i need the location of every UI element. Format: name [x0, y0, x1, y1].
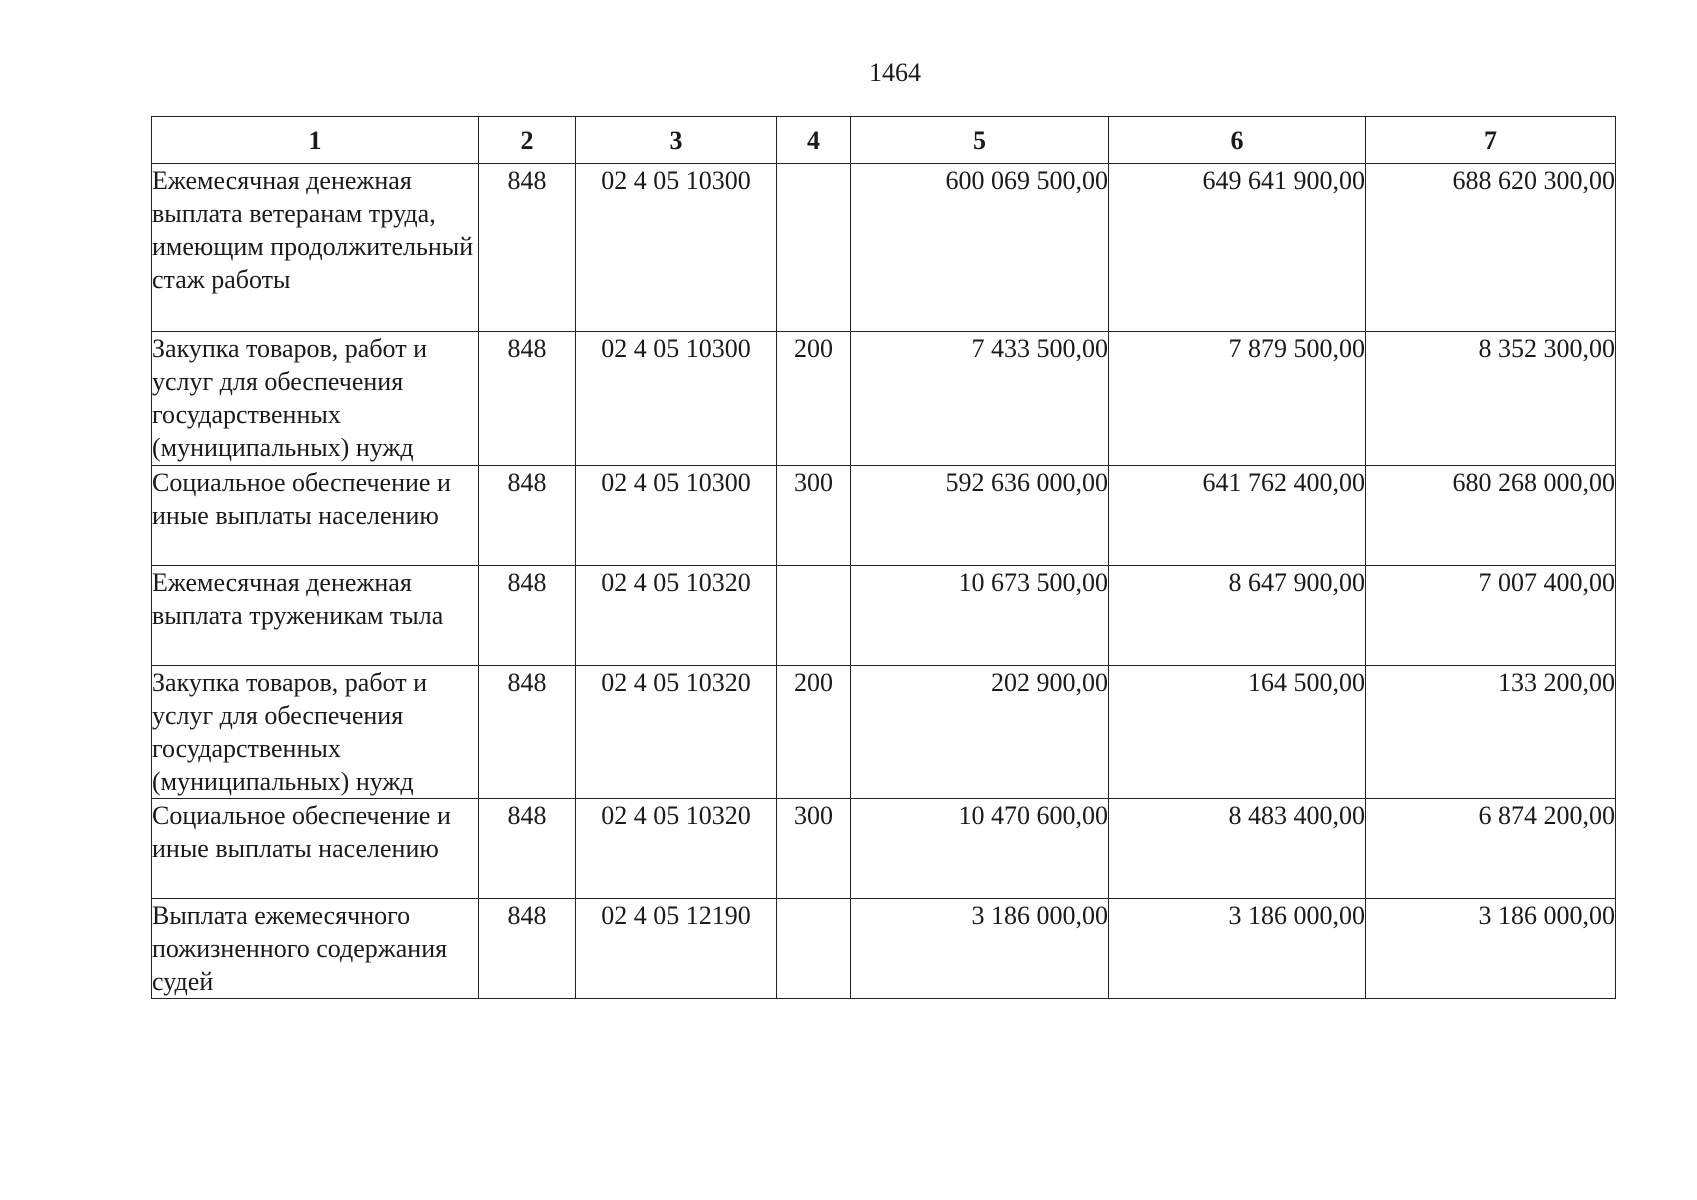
- expense-type-code: [777, 899, 851, 999]
- page-number: 1464: [869, 58, 921, 87]
- target-article-code: 02 4 05 10300: [576, 164, 777, 332]
- ministry-code: 848: [479, 164, 576, 332]
- amount-col-7: 8 352 300,00: [1366, 332, 1616, 466]
- target-article-code: 02 4 05 10320: [576, 566, 777, 666]
- row-name: Выплата ежемесячного пожизненного содержания судей: [152, 899, 479, 999]
- table-header-row: [152, 117, 1616, 164]
- amount-col-5: 592 636 000,00: [851, 466, 1109, 566]
- amount-col-6: 641 762 400,00: [1109, 466, 1366, 566]
- row-name: Закупка товаров, работ и услуг для обеспечения государственных (муниципальных) нужд: [152, 666, 479, 799]
- table-row: [152, 566, 1616, 666]
- table-row: [152, 332, 1616, 466]
- amount-col-6: 649 641 900,00: [1109, 164, 1366, 332]
- amount-col-7: 680 268 000,00: [1366, 466, 1616, 566]
- amount-col-6: 164 500,00: [1109, 666, 1366, 799]
- column-header: 2: [479, 117, 576, 164]
- expense-type-code: 200: [777, 332, 851, 466]
- row-name: Социальное обеспечение и иные выплаты населению: [152, 799, 479, 899]
- ministry-code: 848: [479, 332, 576, 466]
- target-article-code: 02 4 05 10320: [576, 799, 777, 899]
- column-header: 6: [1109, 117, 1366, 164]
- column-header: 5: [851, 117, 1109, 164]
- row-name: Ежемесячная денежная выплата труженикам тыла: [152, 566, 479, 666]
- table-row: [152, 799, 1616, 899]
- column-header: 7: [1366, 117, 1616, 164]
- row-name: Закупка товаров, работ и услуг для обеспечения государственных (муниципальных) нужд: [152, 332, 479, 466]
- amount-col-5: 600 069 500,00: [851, 164, 1109, 332]
- target-article-code: 02 4 05 10300: [576, 332, 777, 466]
- amount-col-7: 7 007 400,00: [1366, 566, 1616, 666]
- ministry-code: 848: [479, 799, 576, 899]
- ministry-code: 848: [479, 899, 576, 999]
- target-article-code: 02 4 05 12190: [576, 899, 777, 999]
- amount-col-5: 10 470 600,00: [851, 799, 1109, 899]
- expense-type-code: 200: [777, 666, 851, 799]
- row-name: Социальное обеспечение и иные выплаты населению: [152, 466, 479, 566]
- target-article-code: 02 4 05 10300: [576, 466, 777, 566]
- amount-col-5: 7 433 500,00: [851, 332, 1109, 466]
- table-row: [152, 899, 1616, 999]
- amount-col-5: 10 673 500,00: [851, 566, 1109, 666]
- table-row: [152, 164, 1616, 332]
- ministry-code: 848: [479, 466, 576, 566]
- amount-col-7: 6 874 200,00: [1366, 799, 1616, 899]
- expense-type-code: 300: [777, 466, 851, 566]
- amount-col-5: 202 900,00: [851, 666, 1109, 799]
- expense-type-code: 300: [777, 799, 851, 899]
- ministry-code: 848: [479, 566, 576, 666]
- expense-type-code: [777, 164, 851, 332]
- amount-col-6: 3 186 000,00: [1109, 899, 1366, 999]
- expense-type-code: [777, 566, 851, 666]
- budget-table: [151, 116, 1616, 999]
- row-name: Ежемесячная денежная выплата ветеранам труда, имеющим продолжительный стаж работы: [152, 164, 479, 332]
- column-header: 3: [576, 117, 777, 164]
- target-article-code: 02 4 05 10320: [576, 666, 777, 799]
- ministry-code: 848: [479, 666, 576, 799]
- table-row: [152, 466, 1616, 566]
- amount-col-6: 7 879 500,00: [1109, 332, 1366, 466]
- amount-col-7: 3 186 000,00: [1366, 899, 1616, 999]
- amount-col-5: 3 186 000,00: [851, 899, 1109, 999]
- amount-col-7: 133 200,00: [1366, 666, 1616, 799]
- amount-col-7: 688 620 300,00: [1366, 164, 1616, 332]
- amount-col-6: 8 483 400,00: [1109, 799, 1366, 899]
- column-header: 1: [152, 117, 479, 164]
- amount-col-6: 8 647 900,00: [1109, 566, 1366, 666]
- column-header: 4: [777, 117, 851, 164]
- table-row: [152, 666, 1616, 799]
